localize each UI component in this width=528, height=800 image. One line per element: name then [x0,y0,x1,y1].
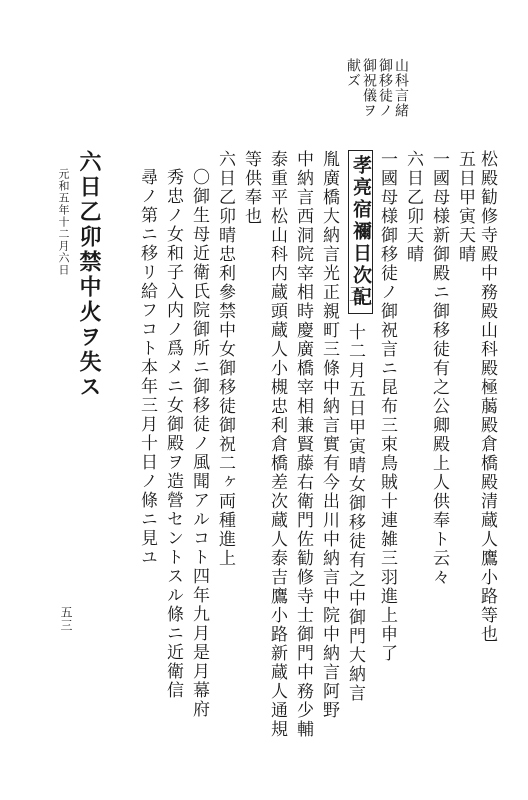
text-column: 六日乙卯晴忠利參禁中女御移徒御祝二ヶ両種進上 [215,150,235,568]
text-column: 一國母様新御殿ニ御移徒有之公卿殿上人供奉ト云々 [429,150,449,587]
page-number: 五三 [59,606,73,632]
text-column: 尋ノ第ニ移リ給フコト本年三月十日ノ條ニ見ユ [137,168,157,567]
text-column: 秀忠ノ女和子入内ノ爲メニ女御殿ヲ造營セントスル條ニ近衛信 [163,168,183,700]
entry-title: 六日乙卯禁中火ヲ失ス [76,150,102,400]
entry-date: 元和五年十二月六日 [57,168,70,276]
text-column: 六日乙卯天晴 [403,150,423,264]
header-line: 山科言緒 [393,58,409,118]
text-column: 中納言西洞院宰相時慶廣橋宰相兼賢藤右衛門佐勧修寺士御門中務少輔 [293,150,313,739]
boxed-source-title: 孝亮宿禰日次記 [348,150,373,314]
header-line: 御移徒ノ [377,58,393,118]
text-column: 五 十二月五日甲寅晴女御移徒有之中御門大納言 [345,285,365,703]
text-column: 松殿勧修寺殿中務殿山科殿極﨟殿倉橋殿清蔵人鷹小路等也 [477,150,497,644]
text-column: 〇御生母近衛氏院御所ニ御移徒ノ風聞アルコト四年九月是月幕府 [189,168,209,719]
text-column: 五日甲寅天晴 [455,150,475,264]
text-column: 等供奉也 [241,150,261,226]
text-column: 一國母様御移徒ノ御祝言ニ昆布三束鳥賊十連雑三羽進上申了 [377,150,397,663]
text-column: 胤廣橋大納言光正親町三條中納言實有今出川中納言中院中納言阿野 [319,150,339,720]
header-line: 御祝儀ヲ [361,58,377,118]
text-column: 泰重平松山科内蔵頭蔵人小槻忠利倉橋差次蔵人泰吉鷹小路新蔵人通規 [267,150,287,739]
header-line: 献ズ [345,58,361,88]
